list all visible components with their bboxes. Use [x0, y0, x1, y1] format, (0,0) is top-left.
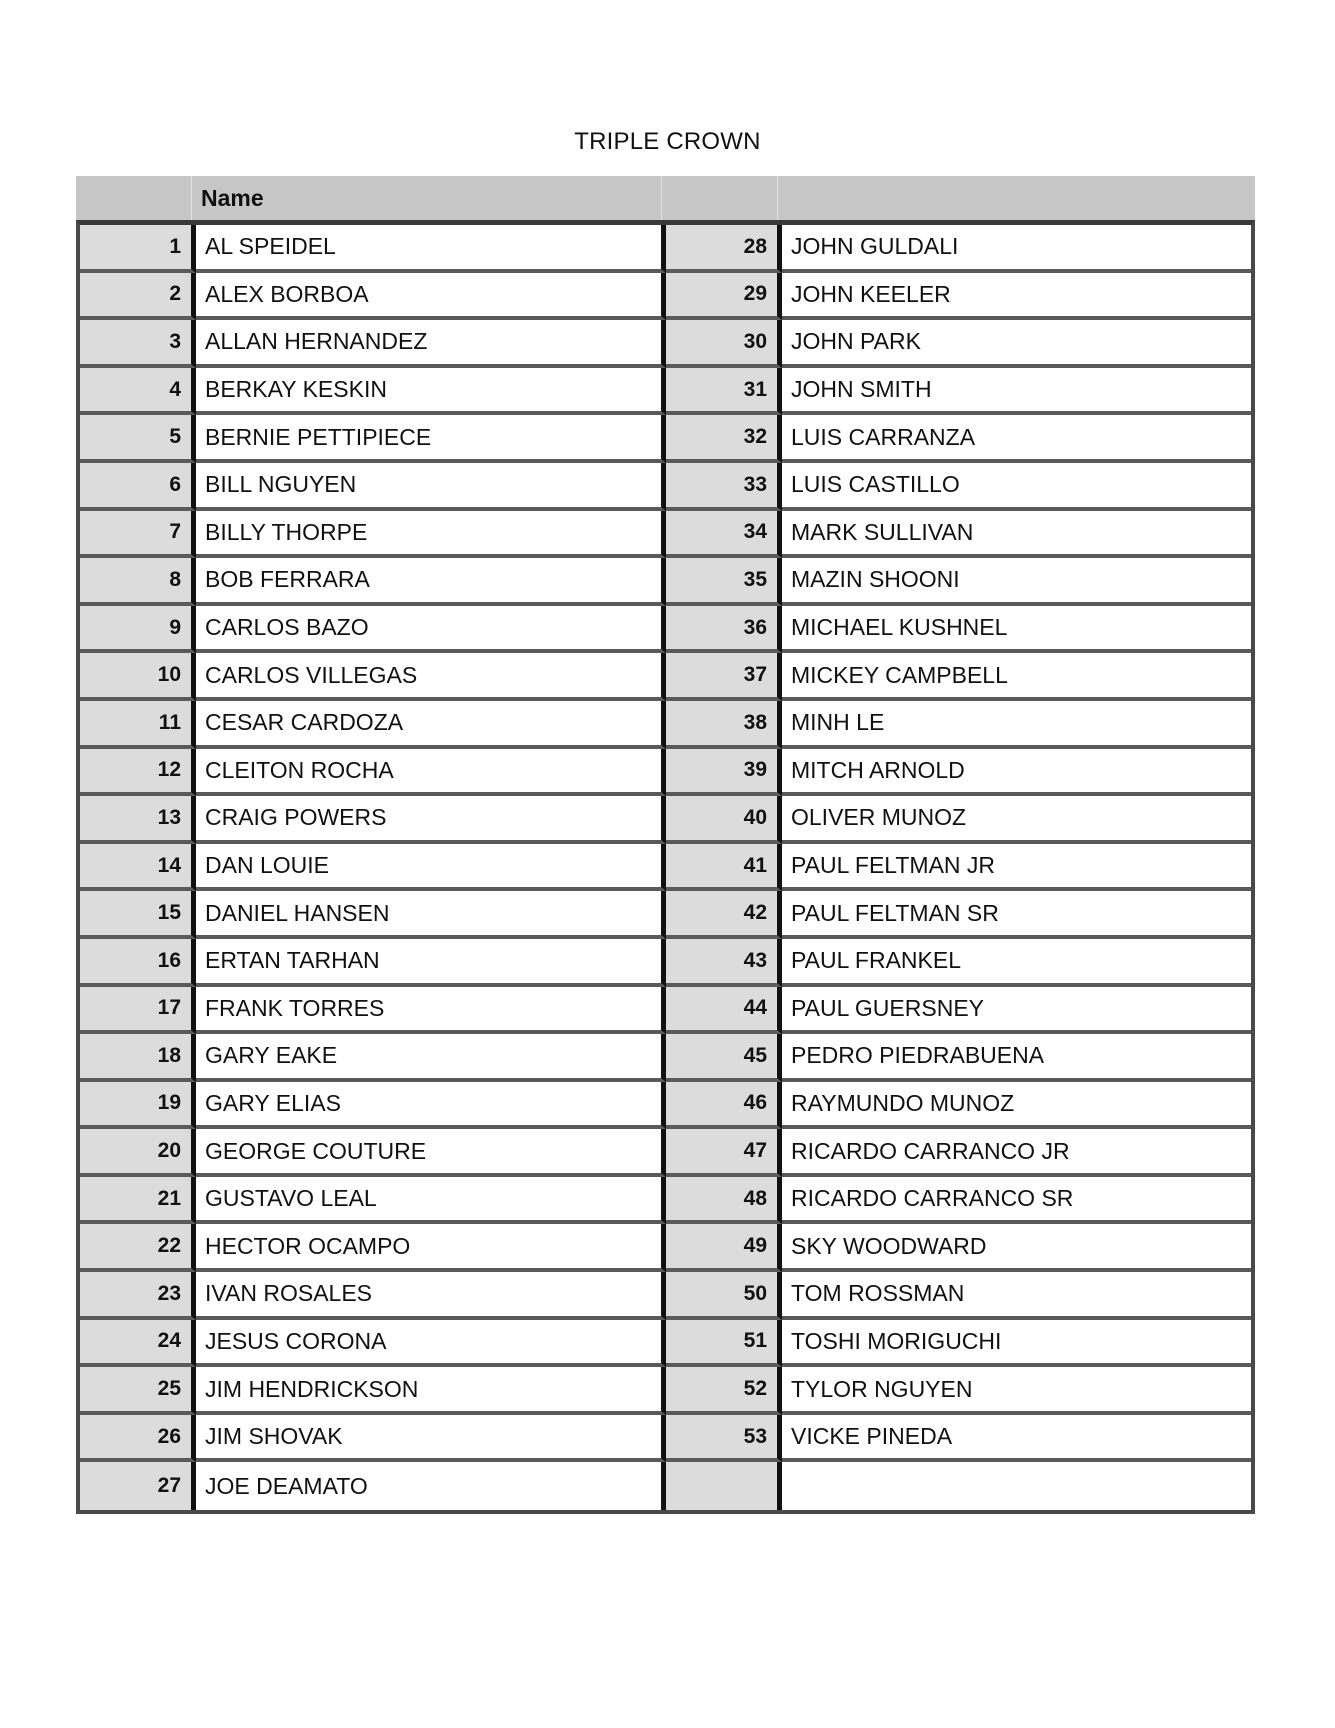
row-number: 7 [80, 511, 196, 559]
row-number: 47 [666, 1129, 782, 1177]
row-number: 51 [666, 1320, 782, 1368]
row-number: 24 [80, 1320, 196, 1368]
player-name: PAUL GUERSNEY [782, 987, 1251, 1035]
page-title: TRIPLE CROWN [574, 128, 761, 155]
player-name: JOHN GULDALI [782, 225, 1251, 273]
player-name: GARY EAKE [196, 1034, 666, 1082]
row-number: 35 [666, 558, 782, 606]
row-number: 39 [666, 749, 782, 797]
player-name: MARK SULLIVAN [782, 511, 1251, 559]
player-name: TOSHI MORIGUCHI [782, 1320, 1251, 1368]
row-number: 4 [80, 368, 196, 416]
row-number: 2 [80, 273, 196, 321]
row-number: 17 [80, 987, 196, 1035]
player-name: MITCH ARNOLD [782, 749, 1251, 797]
row-number: 48 [666, 1177, 782, 1225]
row-number: 15 [80, 891, 196, 939]
player-name: AL SPEIDEL [196, 225, 666, 273]
player-name: DAN LOUIE [196, 844, 666, 892]
row-number: 44 [666, 987, 782, 1035]
player-name: JOHN PARK [782, 320, 1251, 368]
row-number: 53 [666, 1415, 782, 1463]
player-name: BILL NGUYEN [196, 463, 666, 511]
player-name: BERKAY KESKIN [196, 368, 666, 416]
player-name: JOHN KEELER [782, 273, 1251, 321]
player-name: PAUL FELTMAN JR [782, 844, 1251, 892]
row-number: 38 [666, 701, 782, 749]
player-name: CARLOS BAZO [196, 606, 666, 654]
player-name: GEORGE COUTURE [196, 1129, 666, 1177]
player-name: PAUL FRANKEL [782, 939, 1251, 987]
row-number: 27 [80, 1462, 196, 1510]
row-number: 6 [80, 463, 196, 511]
row-number: 20 [80, 1129, 196, 1177]
row-number: 9 [80, 606, 196, 654]
player-name: ERTAN TARHAN [196, 939, 666, 987]
player-name: RAYMUNDO MUNOZ [782, 1082, 1251, 1130]
row-number: 8 [80, 558, 196, 606]
row-number: 41 [666, 844, 782, 892]
header-number-cell [76, 176, 192, 220]
player-name: MICKEY CAMPBELL [782, 653, 1251, 701]
roster-table [76, 176, 1255, 1514]
player-name: RICARDO CARRANCO SR [782, 1177, 1251, 1225]
row-number: 22 [80, 1224, 196, 1272]
header-name-cell-2 [778, 176, 1255, 220]
header-name-label: Name [192, 176, 662, 220]
player-name: HECTOR OCAMPO [196, 1224, 666, 1272]
row-number: 32 [666, 415, 782, 463]
player-name: ALEX BORBOA [196, 273, 666, 321]
row-number: 49 [666, 1224, 782, 1272]
row-number: 3 [80, 320, 196, 368]
row-number: 40 [666, 796, 782, 844]
player-name: MAZIN SHOONI [782, 558, 1251, 606]
player-name: BERNIE PETTIPIECE [196, 415, 666, 463]
player-name: RICARDO CARRANCO JR [782, 1129, 1251, 1177]
row-number: 36 [666, 606, 782, 654]
row-number: 21 [80, 1177, 196, 1225]
player-name: JIM SHOVAK [196, 1415, 666, 1463]
player-name: MICHAEL KUSHNEL [782, 606, 1251, 654]
player-name: SKY WOODWARD [782, 1224, 1251, 1272]
player-name: GARY ELIAS [196, 1082, 666, 1130]
player-name: VICKE PINEDA [782, 1415, 1251, 1463]
row-number [666, 1462, 782, 1510]
row-number: 13 [80, 796, 196, 844]
row-number: 42 [666, 891, 782, 939]
player-name: JOHN SMITH [782, 368, 1251, 416]
player-name: CRAIG POWERS [196, 796, 666, 844]
player-name: CESAR CARDOZA [196, 701, 666, 749]
row-number: 5 [80, 415, 196, 463]
row-number: 28 [666, 225, 782, 273]
row-number: 34 [666, 511, 782, 559]
row-number: 30 [666, 320, 782, 368]
row-number: 52 [666, 1367, 782, 1415]
player-name: JESUS CORONA [196, 1320, 666, 1368]
row-number: 18 [80, 1034, 196, 1082]
player-name: TYLOR NGUYEN [782, 1367, 1251, 1415]
player-name: DANIEL HANSEN [196, 891, 666, 939]
player-name: FRANK TORRES [196, 987, 666, 1035]
player-name: MINH LE [782, 701, 1251, 749]
row-number: 46 [666, 1082, 782, 1130]
player-name: JOE DEAMATO [196, 1462, 666, 1510]
player-name: TOM ROSSMAN [782, 1272, 1251, 1320]
player-name: IVAN ROSALES [196, 1272, 666, 1320]
player-name: LUIS CASTILLO [782, 463, 1251, 511]
header-number-cell-2 [662, 176, 778, 220]
row-number: 45 [666, 1034, 782, 1082]
player-name: LUIS CARRANZA [782, 415, 1251, 463]
player-name [782, 1462, 1251, 1510]
row-number: 43 [666, 939, 782, 987]
row-number: 29 [666, 273, 782, 321]
row-number: 26 [80, 1415, 196, 1463]
player-name: PAUL FELTMAN SR [782, 891, 1251, 939]
player-name: ALLAN HERNANDEZ [196, 320, 666, 368]
row-number: 19 [80, 1082, 196, 1130]
row-number: 11 [80, 701, 196, 749]
player-name: BOB FERRARA [196, 558, 666, 606]
row-number: 31 [666, 368, 782, 416]
row-number: 10 [80, 653, 196, 701]
row-number: 37 [666, 653, 782, 701]
roster-grid [76, 220, 1255, 1514]
row-number: 12 [80, 749, 196, 797]
row-number: 14 [80, 844, 196, 892]
player-name: BILLY THORPE [196, 511, 666, 559]
player-name: CLEITON ROCHA [196, 749, 666, 797]
row-number: 50 [666, 1272, 782, 1320]
table-header [76, 176, 1255, 220]
row-number: 23 [80, 1272, 196, 1320]
row-number: 1 [80, 225, 196, 273]
player-name: PEDRO PIEDRABUENA [782, 1034, 1251, 1082]
player-name: GUSTAVO LEAL [196, 1177, 666, 1225]
player-name: OLIVER MUNOZ [782, 796, 1251, 844]
row-number: 33 [666, 463, 782, 511]
player-name: JIM HENDRICKSON [196, 1367, 666, 1415]
row-number: 25 [80, 1367, 196, 1415]
player-name: CARLOS VILLEGAS [196, 653, 666, 701]
row-number: 16 [80, 939, 196, 987]
